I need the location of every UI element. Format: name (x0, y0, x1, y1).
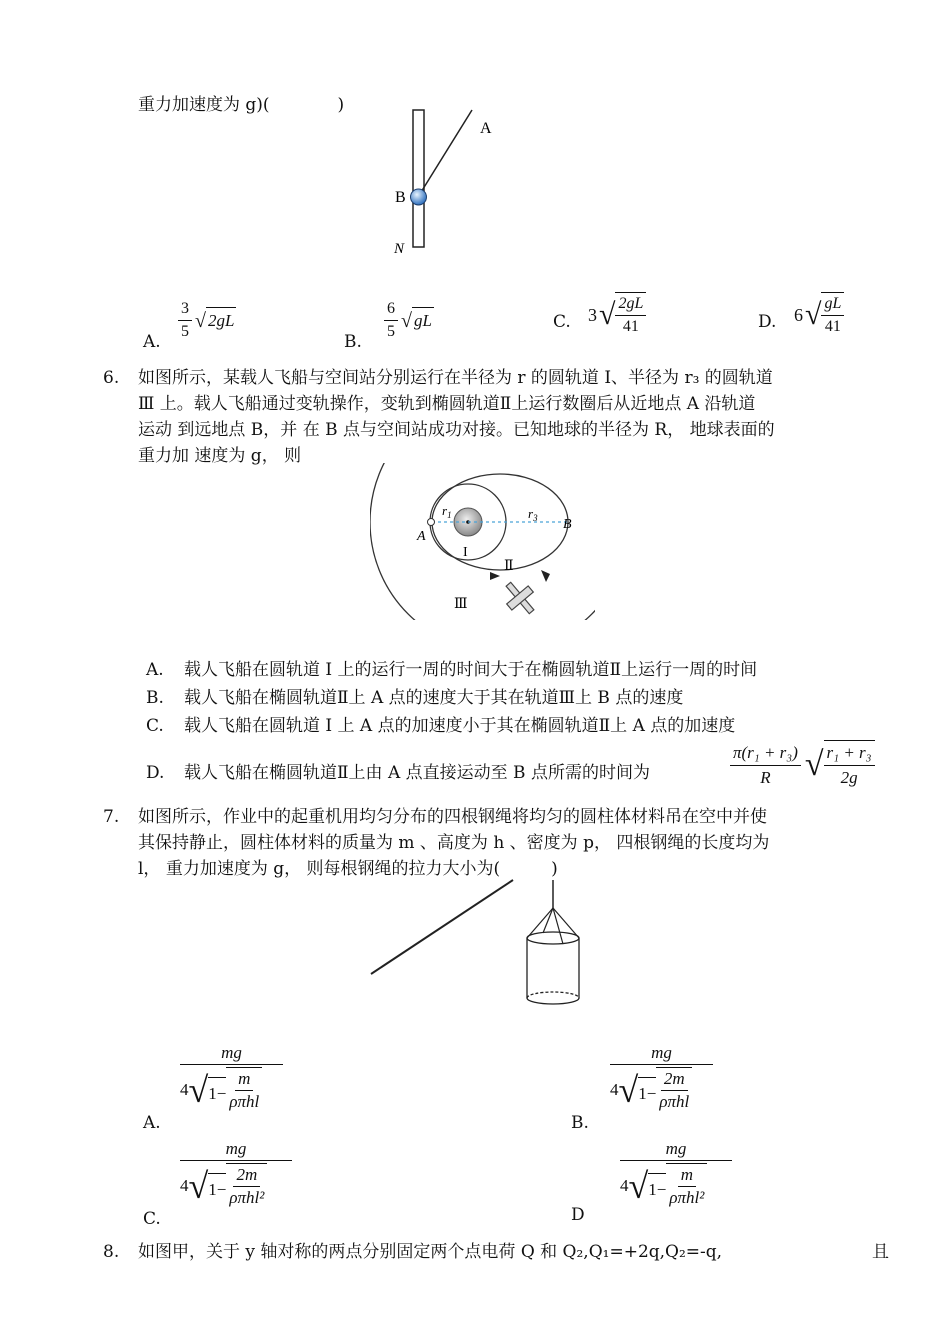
label-b: B (563, 517, 572, 532)
q7-option-d-formula: mg 4 √ 1− $\frac{m}{\text{ρπhl²}}$ (620, 1138, 732, 1209)
q6-option-a-text: 载人飞船在圆轨道 I 上的运行一周的时间大于在椭圆轨道Ⅱ上运行一周的时间 (184, 660, 758, 680)
space-station (498, 575, 543, 620)
q6-stem-line-2: Ⅲ 上。载人飞船通过变轨操作，变轨到椭圆轨道Ⅱ上运行数圈后从近地点 A 沿轨道 (138, 394, 756, 414)
orbit-3 (370, 460, 595, 620)
steel-ropes (527, 908, 579, 944)
q7-stem-line-2: 其保持静止，圆柱体材料的质量为 m 、高度为 h 、密度为 p， 四根钢绳的长度均为 (138, 833, 770, 853)
q6-stem-line-4: 重力加 速度为 g， 则 (138, 446, 302, 466)
crane-boom (371, 880, 513, 974)
label-a: A (480, 120, 492, 137)
q6-orbit-figure (370, 460, 595, 620)
q7-crane-figure (365, 878, 590, 1010)
q6-number: 6. (103, 368, 120, 388)
q6-option-a-letter: A. (146, 660, 164, 680)
orbit-3-arrow (541, 570, 550, 582)
q8-stem-line-1: 如图甲，关于 y 轴对称的两点分别固定两个点电荷 Q 和 Q₂,Q₁=+2q,Q₂=-q, (138, 1242, 723, 1262)
orbit-2-arrow (490, 572, 500, 580)
q7-option-c-letter: C. (143, 1209, 161, 1229)
q7-stem-line-1: 如图所示，作业中的起重机用均匀分布的四根钢绳将均匀的圆柱体材料吊在空中并使 (138, 807, 767, 827)
q7-stem-line-3: l， 重力加速度为 g， 则每根钢绳的拉力大小为( ) (138, 859, 558, 879)
q5-option-d-letter: D. (758, 312, 777, 332)
q5-option-a-letter: A. (143, 332, 161, 352)
q5-option-b-formula: $\frac{6}{5}$ √ gL (384, 298, 434, 343)
q6-option-c-letter: C. (146, 716, 164, 736)
label-r1: $r_1$ (442, 503, 452, 520)
q6-stem-line-3: 运动 到远地点 B，并 在 B 点与空间站成功对接。已知地球的半径为 R， 地球表面的 (138, 420, 775, 440)
label-a: A (417, 529, 426, 544)
q7-option-a-letter: A. (143, 1113, 161, 1133)
label-n: N (394, 241, 405, 257)
cylinder (527, 932, 579, 1004)
q7-option-d-letter: D (571, 1205, 585, 1225)
q5-option-c-letter: C. (553, 312, 571, 332)
q6-option-d-letter: D. (146, 763, 165, 783)
label-r3: $r_3$ (528, 506, 538, 523)
label-orbit-3: Ⅲ (454, 597, 468, 612)
q7-option-b-formula: mg 4 √ 1− $\frac{2m}{\text{ρπhl}}$ (610, 1042, 713, 1113)
q6-option-d-formula: $\frac{\text{π(r₁ + r₃)}}{R}$ √ $\frac{\text{r₁ + r₃}}{2g}$ (730, 740, 875, 790)
q6-option-d-text: 载人飞船在椭圆轨道Ⅱ上由 A 点直接运动至 B 点所需的时间为 (184, 763, 650, 783)
q5-option-a-formula: $\frac{3}{5}$ √ 2gL (178, 298, 236, 343)
q8-number: 8. (103, 1242, 120, 1262)
q7-number: 7. (103, 807, 120, 827)
craft-point-a (428, 519, 435, 526)
q7-option-a-formula: mg 4 √ 1− $\frac{m}{\text{ρπhl}}$ (180, 1042, 283, 1113)
q7-option-c-formula: mg 4 √ 1− $\frac{2m}{\text{ρπhl²}}$ (180, 1138, 292, 1209)
q6-option-b-letter: B. (146, 688, 164, 708)
q6-option-b-text: 载人飞船在椭圆轨道Ⅱ上 A 点的速度大于其在轨道Ⅲ上 B 点的速度 (184, 688, 684, 708)
q5-figure (380, 105, 520, 265)
q7-option-b-letter: B. (571, 1113, 589, 1133)
q6-stem-line-1: 如图所示，某载人飞船与空间站分别运行在半径为 r 的圆轨道 I、半径为 r₃ 的圆轨道 (138, 368, 773, 388)
q5-option-c-formula: 3 √ $\frac{2gL}{41}$ (588, 292, 646, 338)
label-b: B (395, 189, 406, 206)
q5-stem-tail: 重力加速度为 g)( ) (138, 95, 345, 115)
q5-option-d-formula: 6 √ $\frac{gL}{41}$ (794, 292, 844, 338)
label-orbit-1: I (463, 545, 468, 560)
q6-option-c-text: 载人飞船在圆轨道 I 上 A 点的加速度小于其在椭圆轨道Ⅱ上 A 点的加速度 (184, 716, 736, 736)
q5-option-b-letter: B. (344, 332, 362, 352)
label-orbit-2: Ⅱ (504, 559, 514, 574)
q8-stem-tail: 且 (872, 1242, 889, 1262)
